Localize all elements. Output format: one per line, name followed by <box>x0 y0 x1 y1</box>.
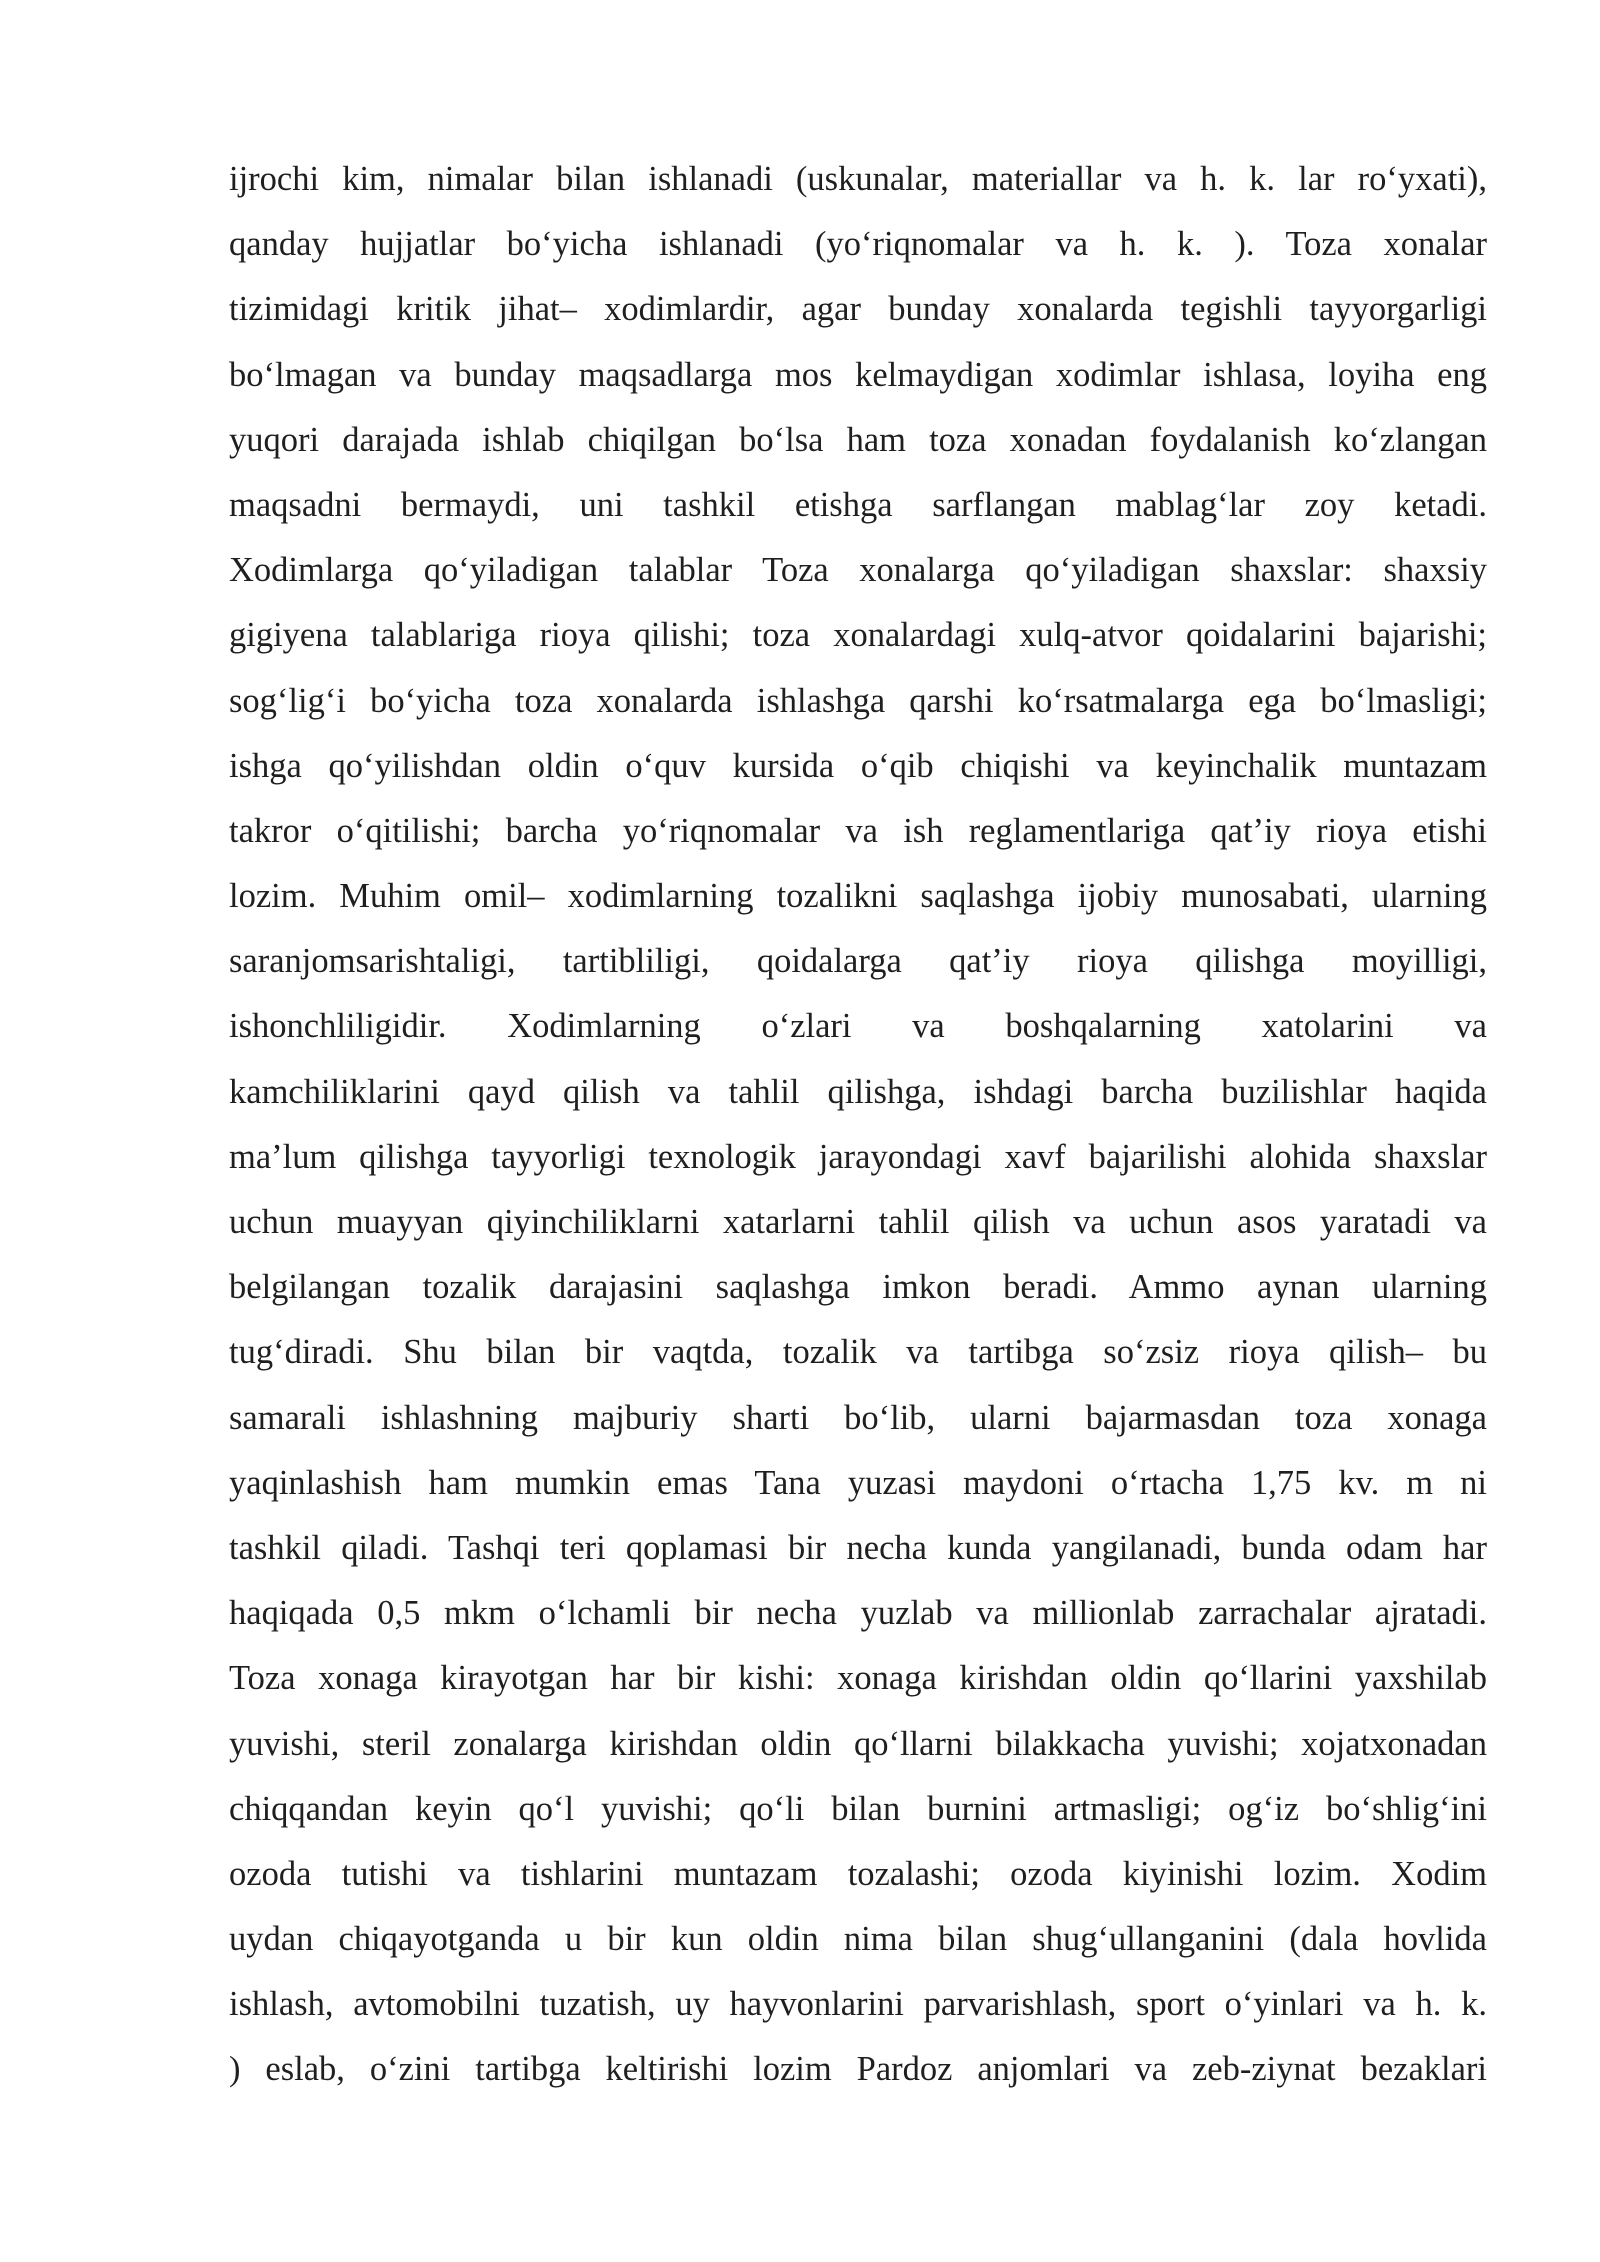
text-line: ma’lum qilishga tayyorligi texnologik jarayondagi xavf bajarilishi alohida shaxslar <box>229 1137 1487 1176</box>
text-line: Xodimlarga qo‘yiladigan talablar Toza xonalarga qo‘yiladigan shaxslar: shaxsiy <box>229 551 1487 590</box>
text-line: yuvishi, steril zonalarga kirishdan oldin qo‘llarni bilakkacha yuvishi; xojatxonadan <box>229 1724 1487 1763</box>
text-line: ishonchliligidir. Xodimlarning o‘zlari va boshqalarning xatolarini va <box>229 1007 1487 1046</box>
text-line: ) eslab, o‘zini tartibga keltirishi lozim Pardoz anjomlari va zeb-ziynat bezaklari <box>229 2050 1487 2089</box>
text-line: uchun muayyan qiyinchiliklarni xatarlarni tahlil qilish va uchun asos yaratadi va <box>229 1203 1487 1241</box>
text-line: takror o‘qitilishi; barcha yo‘riqnomalar va ish reglamentlariga qat’iy rioya etishi <box>229 811 1487 850</box>
text-line: saranjomsarishtaligi, tartibliligi, qoidalarga qat’iy rioya qilishga moyilligi, <box>229 942 1487 981</box>
text-line: bo‘lmagan va bunday maqsadlarga mos kelmaydigan xodimlar ishlasa, loyiha eng <box>229 355 1487 394</box>
text-line: samarali ishlashning majburiy sharti bo‘lib, ularni bajarmasdan toza xonaga <box>229 1398 1487 1437</box>
text-line: haqiqada 0,5 mkm o‘lchamli bir necha yuzlab va millionlab zarrachalar ajratadi. <box>229 1594 1487 1633</box>
text-line: belgilangan tozalik darajasini saqlashga imkon beradi. Ammo aynan ularning <box>229 1268 1487 1307</box>
body-text <box>229 147 1487 2103</box>
text-line: tug‘diradi. Shu bilan bir vaqtda, tozalik va tartibga so‘zsiz rioya qilish– bu <box>229 1333 1487 1372</box>
text-line: uydan chiqayotganda u bir kun oldin nima bilan shug‘ullanganini (dala hovlida <box>229 1920 1487 1959</box>
text-line: ishlash, avtomobilni tuzatish, uy hayvonlarini parvarishlash, sport o‘yinlari va h. k. <box>229 1985 1487 2024</box>
text-line: kamchiliklarini qayd qilish va tahlil qilishga, ishdagi barcha buzilishlar haqida <box>229 1072 1487 1111</box>
text-line: sog‘lig‘i bo‘yicha toza xonalarda ishlashga qarshi ko‘rsatmalarga ega bo‘lmasligi; <box>229 681 1487 720</box>
text-line: gigiyena talablariga rioya qilishi; toza xonalardagi xulq-atvor qoidalarini bajarishi; <box>229 616 1487 655</box>
text-line: yaqinlashish ham mumkin emas Tana yuzasi maydoni o‘rtacha 1,75 kv. m ni <box>229 1463 1487 1502</box>
text-line: Toza xonaga kirayotgan har bir kishi: xonaga kirishdan oldin qo‘llarini yaxshilab <box>229 1659 1487 1698</box>
text-line: chiqqandan keyin qo‘l yuvishi; qo‘li bilan burnini artmasligi; og‘iz bo‘shlig‘ini <box>229 1789 1487 1828</box>
text-line: tizimidagi kritik jihat– xodimlardir, agar bunday xonalarda tegishli tayyorgarligi <box>229 290 1487 329</box>
text-line: lozim. Muhim omil– xodimlarning tozalikni saqlashga ijobiy munosabati, ularning <box>229 877 1487 916</box>
text-line: ishga qo‘yilishdan oldin o‘quv kursida o‘qib chiqishi va keyinchalik muntazam <box>229 746 1487 785</box>
text-line: ozoda tutishi va tishlarini muntazam tozalashi; ozoda kiyinishi lozim. Xodim <box>229 1854 1487 1893</box>
text-line: yuqori darajada ishlab chiqilgan bo‘lsa ham toza xonadan foydalanish ko‘zlangan <box>229 420 1487 459</box>
text-line: ijrochi kim, nimalar bilan ishlanadi (uskunalar, materiallar va h. k. lar ro‘yxati), <box>229 160 1487 198</box>
text-line: maqsadni bermaydi, uni tashkil etishga sarflangan mablag‘lar zoy ketadi. <box>229 485 1487 524</box>
text-line: qanday hujjatlar bo‘yicha ishlanadi (yo‘riqnomalar va h. k. ). Toza xonalar <box>229 225 1487 264</box>
text-line: tashkil qiladi. Tashqi teri qoplamasi bir necha kunda yangilanadi, bunda odam har <box>229 1528 1487 1567</box>
